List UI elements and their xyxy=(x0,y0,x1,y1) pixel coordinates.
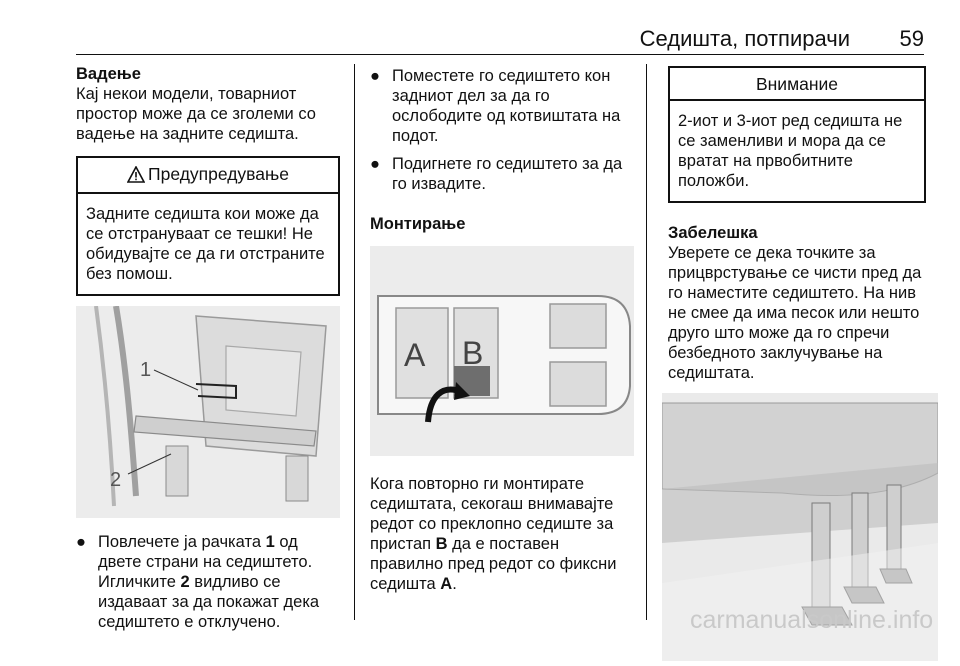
bullet-text: Повлечете ја рачката 1 од двете страни на седиштето. Игличките 2 видливо се издаваат за да покажат дека седиштето е отклучено. xyxy=(98,533,320,631)
bullet-text: Поместете го седиштето кон задниот дел за да го ослободите од котвиштата на подот. xyxy=(392,67,621,145)
note-title: Забелешка xyxy=(668,224,758,242)
warning-box xyxy=(76,156,340,296)
page-header-title: Седишта, потпирачи xyxy=(639,26,850,51)
bullet-dot: ● xyxy=(370,67,380,85)
column-divider-2 xyxy=(646,64,647,620)
warning-triangle-icon xyxy=(127,166,145,187)
bullet-lift-seat xyxy=(370,154,634,194)
seat-label-a: A xyxy=(404,337,426,373)
section-title-installation: Монтирање xyxy=(370,215,466,233)
van-seat-rows-illustration xyxy=(370,246,634,456)
bullet-text: Подигнете го седиштето за да го извадите. xyxy=(392,155,623,193)
figure-label-1: 1 xyxy=(140,359,152,381)
bullet-dot: ● xyxy=(76,533,86,551)
column-1 xyxy=(76,64,340,632)
caution-box xyxy=(668,66,926,203)
bullet-dot: ● xyxy=(370,155,380,173)
bullet-pull-handle xyxy=(76,532,340,632)
page-number: 59 xyxy=(899,26,924,51)
caution-text: 2-иот и 3-иот ред седишта не се заменливи и мора да се вратат на првобитните положби. xyxy=(678,112,903,190)
seat-label-b: B xyxy=(462,335,484,371)
warning-text: Задните седишта кои може да се отстрануваат се тешки! Не обидувајте се да ги отстраните без помош. xyxy=(86,205,325,283)
section-title-removal: Вадење xyxy=(76,65,141,83)
column-divider-1 xyxy=(354,64,355,620)
seat-handle-illustration xyxy=(76,306,340,518)
column-3 xyxy=(668,64,926,661)
watermark-text: carmanualsonline.info xyxy=(690,606,934,634)
caution-title: Внимание xyxy=(670,68,924,101)
bullet-move-seat xyxy=(370,66,634,146)
note-text: Уверете се дека точките за прицврстување се чисти пред да го наместите седиштето. На нив не смее да има песок или нешто друго што може да го спречи безбедното заклучување на седиштата. xyxy=(668,244,922,382)
warning-header xyxy=(78,158,338,194)
installation-paragraph: Кога повторно ги монтирате седиштата, секогаш внимавајте редот со преклопно седиште за пристап B да е поставен правилно пред редот со фиксни седишта A. xyxy=(370,475,617,593)
intro-paragraph: Кај некои модели, товарниот простор може да се зголеми со вадење на задните седишта. xyxy=(76,85,316,143)
warning-title: Предупредување xyxy=(148,164,289,184)
header-rule xyxy=(76,54,924,55)
figure-label-2: 2 xyxy=(110,469,122,491)
column-2 xyxy=(370,64,634,594)
